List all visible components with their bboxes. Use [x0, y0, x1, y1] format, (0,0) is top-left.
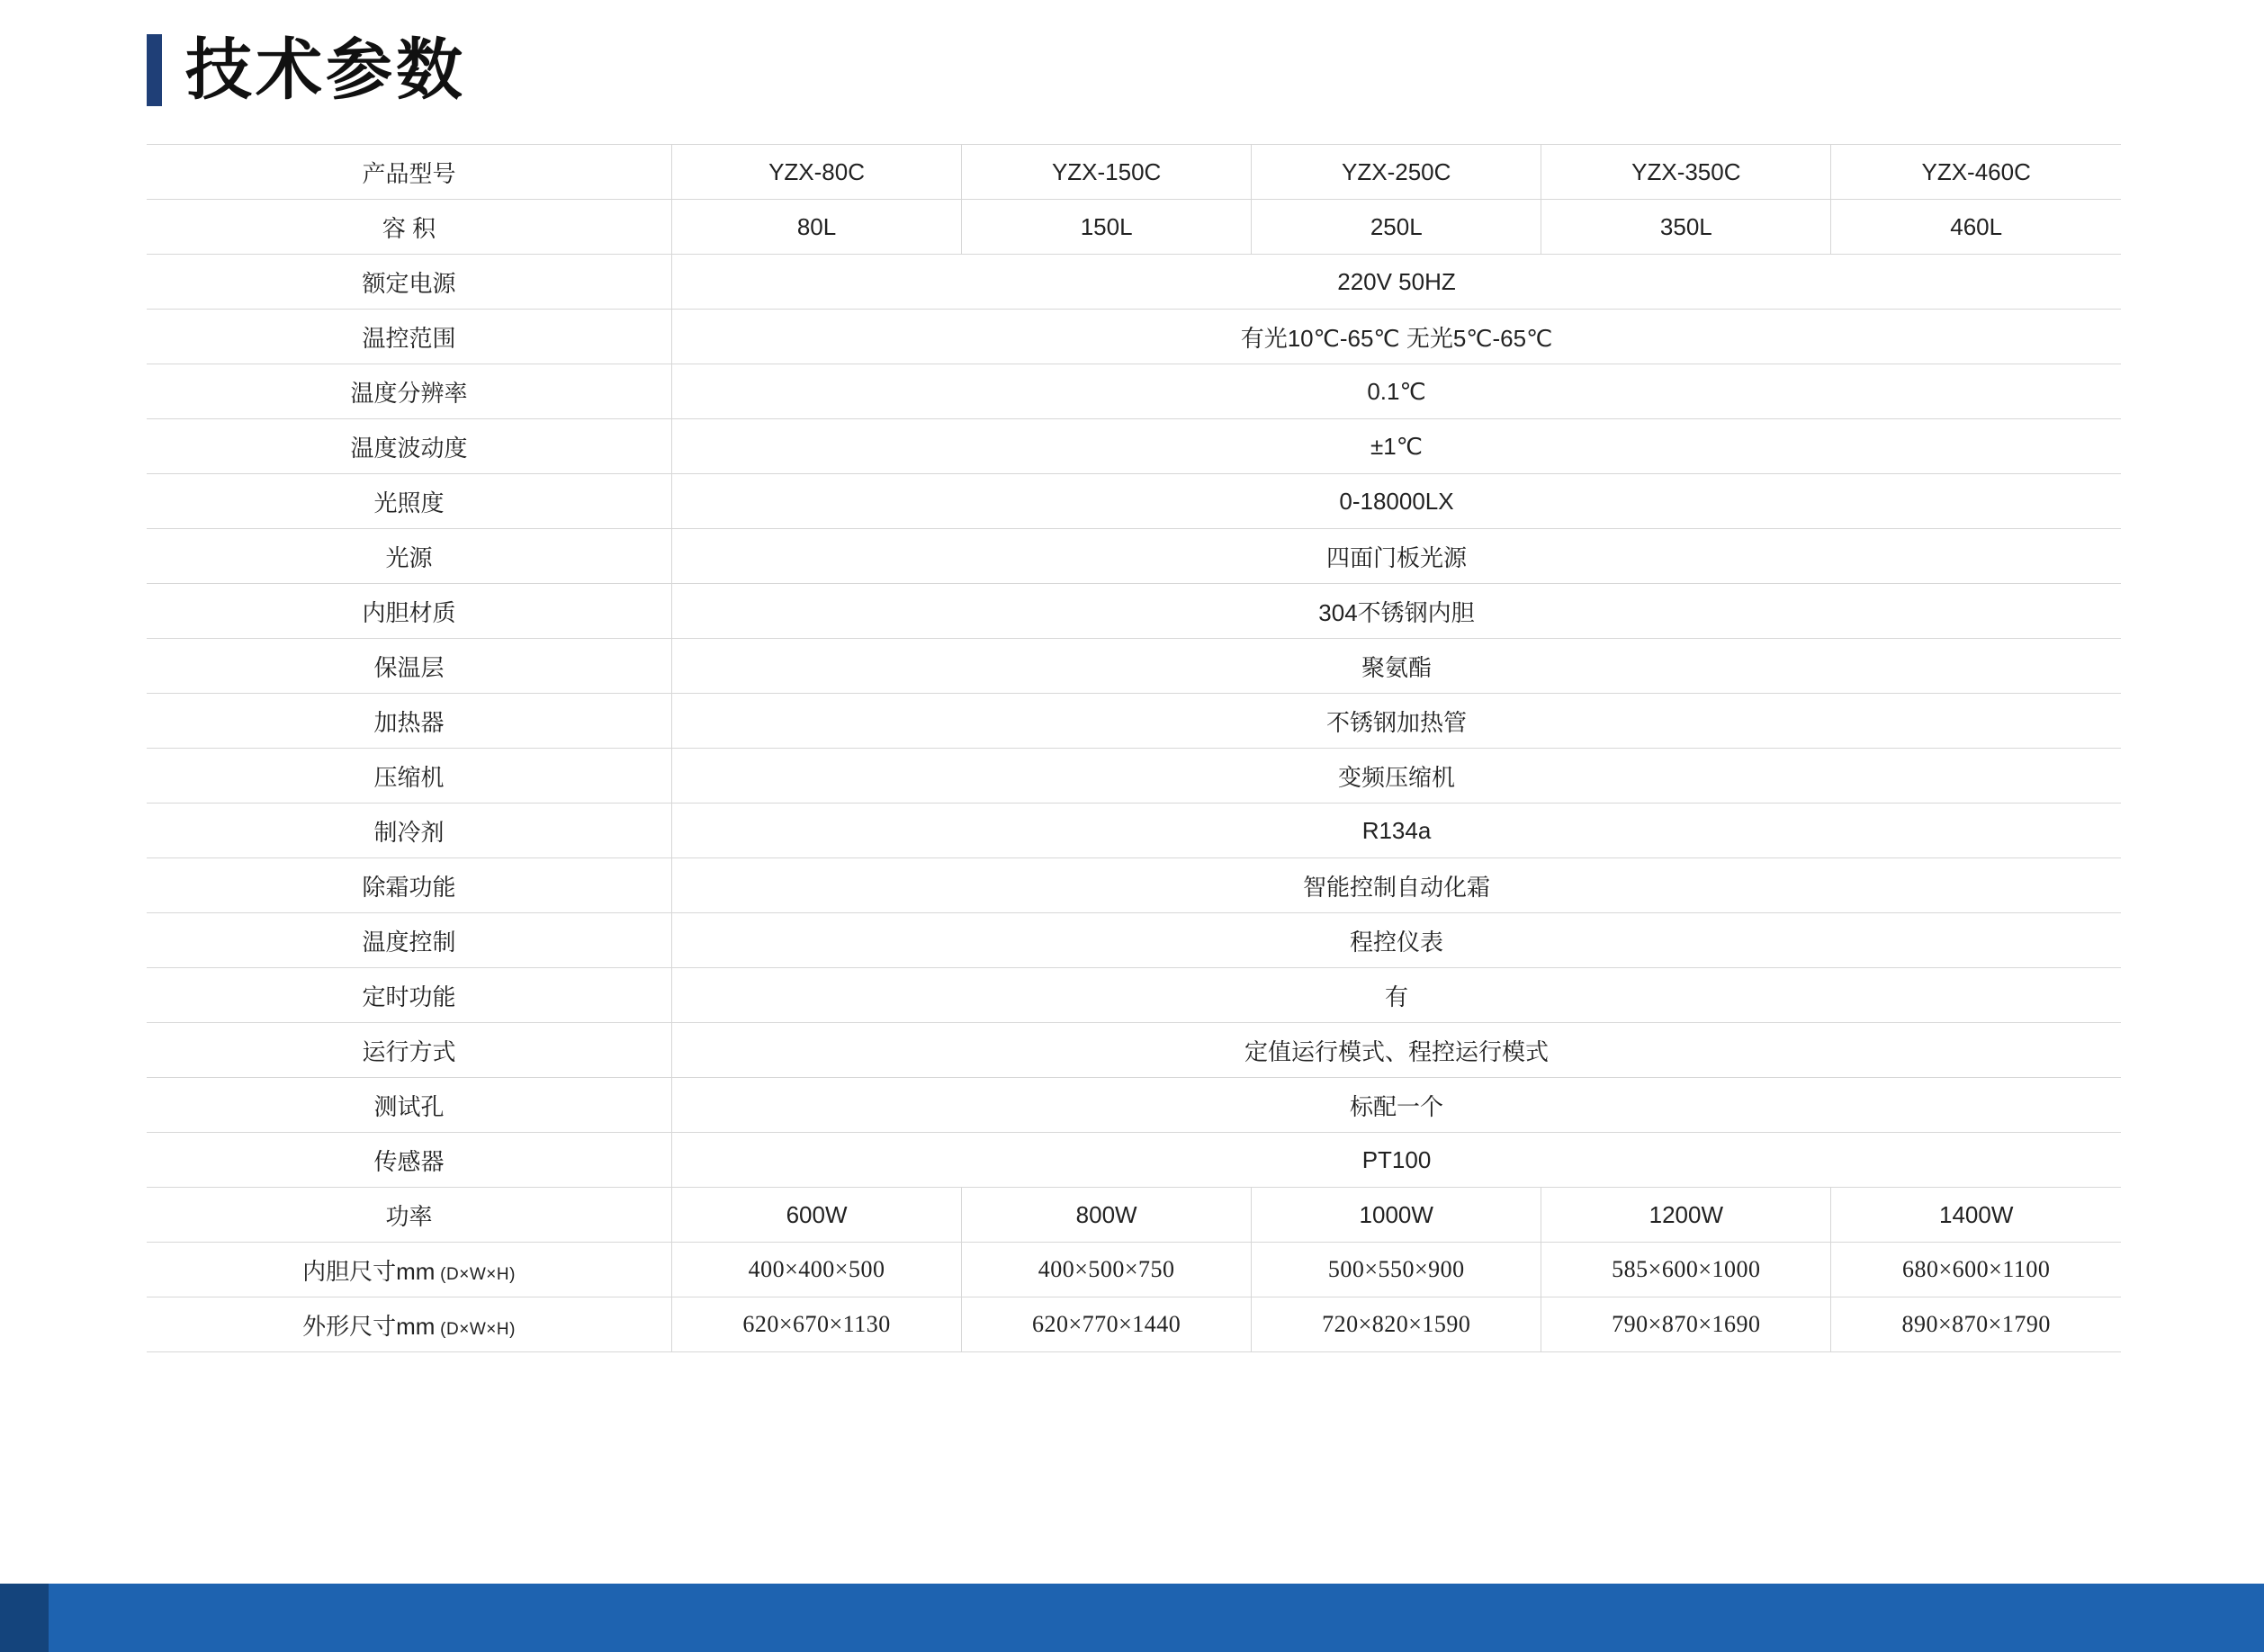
row-value-merged: 不锈钢加热管 — [672, 694, 2122, 749]
specification-table-wrapper — [147, 144, 2121, 1352]
row-value-cell: 680×600×1100 — [1831, 1243, 2121, 1297]
row-value-merged: 304不锈钢内胆 — [672, 584, 2122, 639]
page-title-block — [147, 34, 2264, 106]
row-value-cell: 460L — [1831, 200, 2121, 255]
table-row — [147, 1023, 2121, 1078]
row-label — [147, 694, 672, 749]
row-label-text: 温度分辨率 — [350, 379, 468, 407]
row-label — [147, 1297, 672, 1352]
row-label — [147, 145, 672, 200]
row-value-cell: 1400W — [1831, 1188, 2121, 1243]
table-row — [147, 200, 2121, 255]
row-label-text: 制冷剂 — [373, 818, 445, 846]
row-label — [147, 310, 672, 364]
table-row — [147, 584, 2121, 639]
row-value-cell: 890×870×1790 — [1831, 1297, 2121, 1352]
row-value-cell: 1000W — [1252, 1188, 1541, 1243]
row-label-text: 温度波动度 — [350, 434, 468, 462]
row-value-cell: YZX-250C — [1252, 145, 1541, 200]
row-label — [147, 529, 672, 584]
row-value-merged: 定值运行模式、程控运行模式 — [672, 1023, 2122, 1078]
row-value-merged: 智能控制自动化霜 — [672, 858, 2122, 913]
row-label — [147, 419, 672, 474]
row-label-text: 功率 — [385, 1202, 433, 1230]
table-row — [147, 364, 2121, 419]
table-row — [147, 804, 2121, 858]
row-label — [147, 858, 672, 913]
table-row — [147, 1243, 2121, 1297]
row-label — [147, 584, 672, 639]
row-label-text: 压缩机 — [373, 763, 445, 791]
row-value-merged: 标配一个 — [672, 1078, 2122, 1133]
row-label — [147, 1078, 672, 1133]
row-value-merged: R134a — [672, 804, 2122, 858]
row-value-cell: YZX-460C — [1831, 145, 2121, 200]
row-label-text: 额定电源 — [362, 269, 456, 297]
row-value-merged: 变频压缩机 — [672, 749, 2122, 804]
row-value-cell: YZX-80C — [672, 145, 962, 200]
row-label-text: 内胆尺寸mm — [302, 1257, 436, 1285]
row-value-cell: 250L — [1252, 200, 1541, 255]
row-value-merged: 0-18000LX — [672, 474, 2122, 529]
table-row — [147, 1078, 2121, 1133]
row-label-text: 光照度 — [373, 489, 445, 516]
table-row — [147, 310, 2121, 364]
table-row — [147, 145, 2121, 200]
table-row — [147, 968, 2121, 1023]
table-row — [147, 749, 2121, 804]
row-value-cell: 80L — [672, 200, 962, 255]
table-row — [147, 474, 2121, 529]
row-label — [147, 474, 672, 529]
table-row — [147, 419, 2121, 474]
row-label — [147, 749, 672, 804]
table-row — [147, 639, 2121, 694]
row-label-text: 容 积 — [382, 214, 436, 242]
row-label-text: 除霜功能 — [362, 873, 456, 901]
row-label — [147, 804, 672, 858]
row-label — [147, 1243, 672, 1297]
page-title: 技术参数 — [185, 32, 466, 107]
row-label-text: 光源 — [385, 543, 433, 571]
row-label-text: 内胆材质 — [362, 598, 456, 626]
row-value-merged: 四面门板光源 — [672, 529, 2122, 584]
row-label-text: 温控范围 — [362, 324, 456, 352]
row-value-cell: 790×870×1690 — [1541, 1297, 1831, 1352]
row-label-subtext: (D×W×H) — [435, 1264, 516, 1284]
row-value-cell: 620×670×1130 — [672, 1297, 962, 1352]
row-value-cell: 400×400×500 — [672, 1243, 962, 1297]
row-label-text: 产品型号 — [362, 159, 456, 187]
row-label — [147, 364, 672, 419]
row-value-merged: ±1℃ — [672, 419, 2122, 474]
row-label-text: 传感器 — [373, 1147, 445, 1175]
row-label — [147, 255, 672, 310]
row-label — [147, 639, 672, 694]
row-value-merged: PT100 — [672, 1133, 2122, 1188]
footer-bar — [0, 1584, 2264, 1652]
row-value-cell: 500×550×900 — [1252, 1243, 1541, 1297]
row-label-subtext: (D×W×H) — [435, 1319, 516, 1339]
row-label — [147, 913, 672, 968]
table-row — [147, 1188, 2121, 1243]
table-row — [147, 1297, 2121, 1352]
row-value-merged: 程控仪表 — [672, 913, 2122, 968]
row-label — [147, 968, 672, 1023]
row-value-cell: YZX-350C — [1541, 145, 1831, 200]
row-value-cell: 1200W — [1541, 1188, 1831, 1243]
row-label — [147, 1188, 672, 1243]
table-row — [147, 1133, 2121, 1188]
row-label-text: 定时功能 — [362, 983, 456, 1010]
table-row — [147, 255, 2121, 310]
row-value-cell: 720×820×1590 — [1252, 1297, 1541, 1352]
row-value-cell: 150L — [962, 200, 1252, 255]
row-label-text: 测试孔 — [373, 1092, 445, 1120]
row-value-merged: 220V 50HZ — [672, 255, 2122, 310]
table-row — [147, 858, 2121, 913]
table-row — [147, 913, 2121, 968]
specification-table — [147, 144, 2121, 1352]
row-label-text: 外形尺寸mm — [302, 1312, 436, 1340]
row-label — [147, 200, 672, 255]
title-accent-bar — [147, 34, 162, 106]
row-value-cell: 800W — [962, 1188, 1252, 1243]
row-value-cell: 620×770×1440 — [962, 1297, 1252, 1352]
row-label — [147, 1023, 672, 1078]
row-label — [147, 1133, 672, 1188]
table-row — [147, 694, 2121, 749]
row-value-merged: 有 — [672, 968, 2122, 1023]
row-value-cell: YZX-150C — [962, 145, 1252, 200]
footer-accent-block — [0, 1584, 49, 1652]
table-row — [147, 529, 2121, 584]
row-value-merged: 聚氨酯 — [672, 639, 2122, 694]
row-value-cell: 350L — [1541, 200, 1831, 255]
row-value-cell: 585×600×1000 — [1541, 1243, 1831, 1297]
row-value-merged: 0.1℃ — [672, 364, 2122, 419]
row-value-merged: 有光10℃-65℃ 无光5℃-65℃ — [672, 310, 2122, 364]
row-label-text: 温度控制 — [362, 928, 456, 956]
row-label-text: 加热器 — [373, 708, 445, 736]
row-value-cell: 600W — [672, 1188, 962, 1243]
row-label-text: 运行方式 — [362, 1037, 456, 1065]
row-label-text: 保温层 — [373, 653, 445, 681]
row-value-cell: 400×500×750 — [962, 1243, 1252, 1297]
